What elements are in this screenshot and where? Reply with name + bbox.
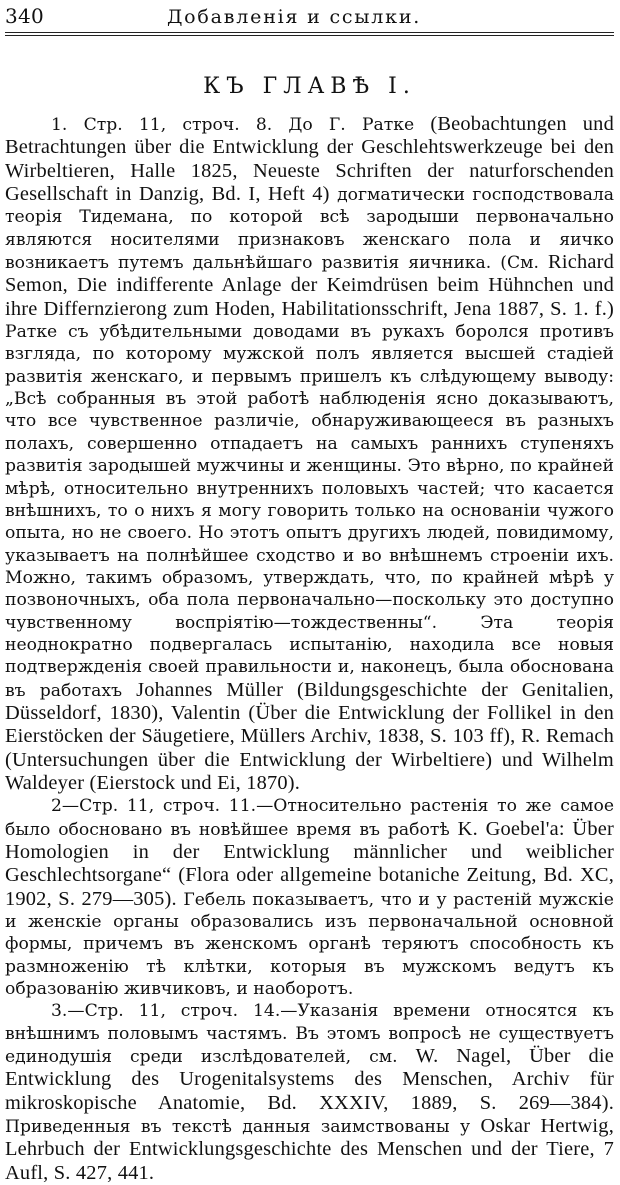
note-1 bbox=[5, 113, 614, 795]
note-3-reference-hertwig: Oskar Hertwig, Lehrbuch der Entwicklungsgeschichte des Menschen und der Tiere, 7 Aufl, S. 427, 441. bbox=[5, 1115, 614, 1184]
page-header bbox=[5, 4, 614, 30]
note-3-citation-ru: 3.—Стр. 11, строч. 14.—Указанія времени относятся къ внѣшнимъ половымъ частямъ. Въ этомъ вопросѣ не существуетъ единодушія среди изслѣдователей, см. bbox=[5, 1001, 614, 1068]
running-head: Добавленія и ссылки. bbox=[166, 6, 422, 28]
note-1-reference-rathke: (Beobachtungen und Betrachtungen über die Entwicklung der Geschlehtswerkzeuge bei den Wirbeltieren, Halle 1825, Neueste Schriften der naturforschenden Gesellschaft in Danzig, Bd. I, Heft 4) bbox=[5, 113, 614, 206]
note-2-citation-ru: 2—Стр. 11, строч. 11.—Относительно растенія то же самое было обосновано въ новѣйшее время въ работѣ bbox=[5, 796, 614, 840]
notes-body bbox=[5, 113, 614, 1185]
chapter-title: КЪ ГЛАВѢ I. bbox=[203, 74, 416, 99]
note-3 bbox=[5, 1000, 614, 1185]
note-3-reference-nagel: W. Nagel, Über die Entwicklung des Urogenitalsystems des Menschen, Archiv für mikroskopische Anatomie, Bd. XXXIV, 1889, S. 269—384). bbox=[5, 1045, 614, 1114]
note-1-quote-ru: Ратке съ убѣдительными доводами въ рукахъ боролся противъ взгляда, по которому мужской полъ является высшей стадіей развитія женскаго, и первымъ пришелъ къ слѣдующему выводу: „Всѣ собранныя въ этой работѣ наблюденія ясно доказываютъ, что все чувственное различіе, обнаруживающееся въ разныхъ полахъ, совершенно отпадаетъ на самыхъ раннихъ ступеняхъ развитія зародышей мужчины и женщины. Это вѣрно, по крайней мѣрѣ, относительно внутреннихъ половыхъ частей; что касается внѣшнихъ, то о нихъ я могу говорить только на основаніи чужого опыта, но не своего. Но этотъ опытъ другихъ людей, повидимому, указываетъ на полнѣйшее сходство и во внѣшнемъ строеніи ихъ. Можно, такимъ образомъ, утверждать, что, по крайней мѣрѣ у позвоночныхъ, оба пола первоначально—поскольку это доступно чувственному воспріятію—тождественны“. Эта теорія неоднократно подвергалась испытанію, находила все новыя подтвержденія своей правильности и, наконецъ, была обоснована въ работахъ bbox=[5, 322, 614, 701]
note-1-text-ru: догматически господствовала теорія Тидемана, по которой всѣ зародыши первоначально являются носителями признаковъ женскаго пола и яичко возникаетъ путемъ дальнѣйшаго развитія яичника. (См. bbox=[5, 185, 614, 274]
note-2-text-ru: Гебель показываетъ, что и у растеній мужскіе и женскіе органы образовались изъ первоначальной основной формы, причемъ въ женскомъ органѣ теряютъ способность къ размноженію тѣ клѣтки, которыя въ мужскомъ ведутъ къ образованію живчиковъ, и наоборотъ. bbox=[5, 889, 614, 1000]
header-double-rule bbox=[5, 32, 614, 36]
note-3-text-ru: Приведенныя въ текстѣ данныя заимствованы у bbox=[5, 1117, 481, 1138]
page-number: 340 bbox=[5, 4, 45, 28]
note-1-reference-semon: Richard Semon, Die indifferente Anlage der Keimdrüsen beim Hühnchen und ihre Differnzierong zum Hoden, Habilitationsschrift, Jena 1887, S. 1. f.) bbox=[5, 251, 614, 320]
note-2-reference-goebel: K. Goebel'a: Über Homologien in der Entwicklung männlicher und weiblicher Geschlechtsorgane“ (Flora oder allgemeine botaniche Zeitung, Bd. XC, 1902, S. 279—305). bbox=[5, 817, 614, 910]
note-1-references-muller-valentin-remach-waldeyer: Johannes Müller (Bildungsgeschichte der Genitalien, Düsseldorf, 1830), Valentin (Über die Entwicklung der Follikel in den Eierstöcken der Säugetiere, Müllers Archiv, 1838, S. 103 ff), R. Remach (Untersuchungen über die Entwicklung der Wirbeltiere) und Wilhelm Waldeyer (Eierstock und Ei, 1870). bbox=[5, 678, 614, 794]
note-2 bbox=[5, 795, 614, 1000]
note-1-citation-ru: 1. Стр. 11, строч. 8. До Г. Ратке bbox=[51, 115, 431, 135]
